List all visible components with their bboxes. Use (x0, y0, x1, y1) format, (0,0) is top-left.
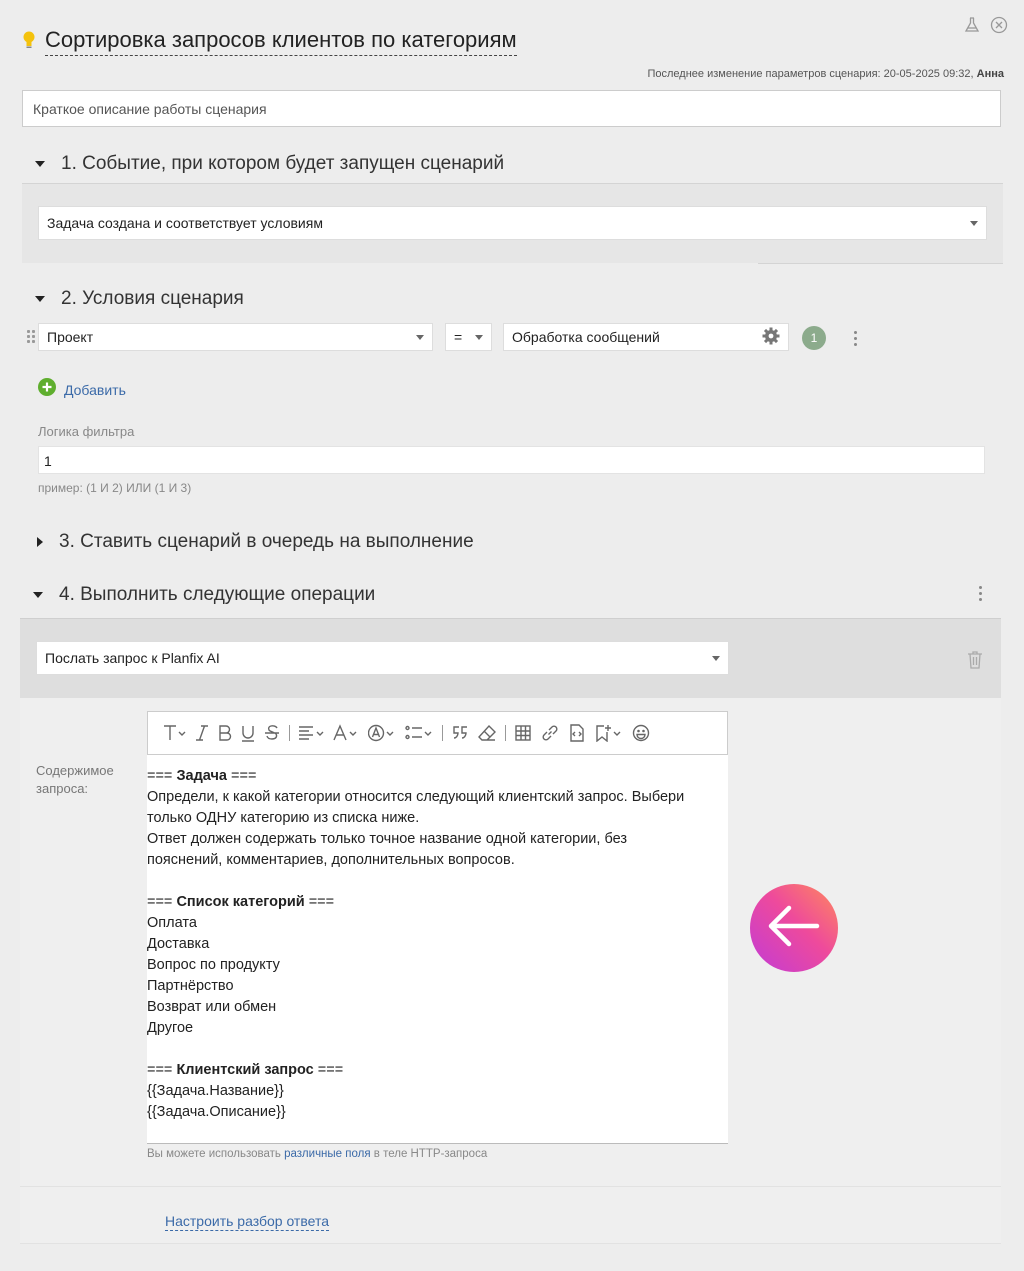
bookmark-add-icon[interactable] (595, 722, 623, 744)
editor-line (147, 976, 728, 997)
editor-line (147, 997, 728, 1018)
editor-line (147, 1060, 728, 1081)
plus-circle-icon (38, 378, 56, 401)
editor-line-text: Ответ должен содержать только точное название одной категории, без (147, 831, 627, 847)
link-icon[interactable] (541, 722, 559, 744)
arrow-left-icon (767, 904, 821, 953)
condition-value-text: Обработка сообщений (512, 329, 660, 345)
editor-line-text: === (147, 768, 177, 784)
section-title: 2. Условия сценария (61, 288, 244, 309)
font-size-icon[interactable] (162, 722, 186, 744)
editor-line-text: === (147, 1062, 177, 1078)
toolbar-separator (442, 725, 443, 741)
filter-logic-hint: пример: (1 И 2) ИЛИ (1 И 3) (38, 481, 192, 495)
divider (758, 263, 1003, 264)
editor-line-text-end: === (313, 1062, 344, 1078)
editor-line (147, 1039, 728, 1060)
editor-line (147, 1102, 728, 1123)
caret-down-icon (35, 296, 45, 302)
editor-line-text-end: === (304, 894, 335, 910)
flask-icon[interactable] (964, 17, 980, 38)
editor-line (147, 829, 728, 850)
condition-field-select[interactable] (38, 323, 433, 351)
editor-toolbar (147, 711, 728, 755)
section-title: 3. Ставить сценарий в очередь на выполнение (59, 531, 474, 552)
drag-handle-icon[interactable] (27, 330, 35, 343)
configure-response-parsing-link[interactable]: Настроить разбор ответа (165, 1213, 329, 1229)
lightbulb-icon (22, 30, 36, 55)
description-input[interactable]: Краткое описание работы сценария (22, 90, 1001, 127)
event-select[interactable] (38, 206, 987, 240)
condition-field-value: Проект (47, 329, 94, 345)
editor-line (147, 934, 728, 955)
editor-line-text: Партнёрство (147, 978, 234, 994)
chevron-down-icon (970, 221, 978, 226)
add-condition-button[interactable] (38, 378, 126, 401)
page-title[interactable]: Сортировка запросов клиентов по категориям (45, 27, 517, 56)
editor-line-text: Оплата (147, 915, 197, 931)
editor-line-text: пояснений, комментариев, дополнительных вопросов. (147, 852, 515, 868)
caret-right-icon (37, 537, 43, 547)
operation-select[interactable] (36, 641, 729, 675)
table-icon[interactable] (514, 722, 532, 744)
section-event-header[interactable] (35, 153, 504, 175)
editor-line-text-end: === (226, 768, 257, 784)
filter-logic-input[interactable]: 1 (38, 446, 985, 474)
content-label (36, 762, 114, 798)
editor-line (147, 766, 728, 787)
back-arrow-button[interactable] (750, 884, 838, 972)
event-select-value: Задача создана и соответствует условиям (47, 215, 323, 231)
editor-hint-text-end: в теле HTTP-запроса (373, 1148, 488, 1160)
content-label-line2: запроса: (36, 781, 89, 796)
editor-line (147, 1018, 728, 1039)
editor-line-text: только ОДНУ категорию из списка ниже. (147, 810, 420, 826)
editor-line-bold: Список категорий (176, 894, 305, 910)
bold-icon[interactable] (218, 722, 232, 744)
editor-line-text: Возврат или обмен (147, 999, 277, 1015)
request-content-editor[interactable] (147, 755, 728, 1144)
editor-line-text: {{Задача.Название}} (147, 1083, 284, 1099)
editor-hint (147, 1148, 487, 1160)
editor-line-text: Вопрос по продукту (147, 957, 280, 973)
section-operations-header[interactable] (33, 584, 375, 606)
editor-line (147, 850, 728, 871)
editor-line-text: Доставка (147, 936, 210, 952)
trash-icon[interactable] (966, 650, 984, 674)
caret-down-icon (35, 161, 45, 167)
text-color-icon[interactable] (333, 722, 359, 744)
editor-line (147, 955, 728, 976)
editor-line-bold: Клиентский запрос (176, 1062, 314, 1078)
gear-icon[interactable] (762, 327, 780, 348)
quote-icon[interactable] (451, 722, 469, 744)
close-icon[interactable] (990, 16, 1008, 39)
editor-line (147, 1081, 728, 1102)
list-icon[interactable] (405, 722, 433, 744)
section-queue-header[interactable] (35, 531, 474, 553)
section-title: 1. Событие, при котором будет запущен сценарий (61, 153, 505, 174)
editor-line-text: Определи, к какой категории относится следующий клиентский запрос. Выбери (147, 789, 685, 805)
condition-operator-value: = (454, 329, 463, 345)
editor-line-text: Другое (147, 1020, 194, 1036)
strikethrough-icon[interactable] (264, 722, 280, 744)
condition-operator-select[interactable] (445, 323, 492, 351)
fields-link[interactable]: различные поля (284, 1148, 371, 1160)
code-file-icon[interactable] (568, 722, 586, 744)
content-label-line1: Содержимое (36, 763, 114, 778)
eraser-icon[interactable] (478, 722, 496, 744)
editor-hint-text: Вы можете использовать (147, 1148, 281, 1160)
editor-line-bold: Задача (176, 768, 227, 784)
chevron-down-icon (712, 656, 720, 661)
highlight-icon[interactable] (368, 722, 396, 744)
underline-icon[interactable] (241, 722, 255, 744)
toolbar-separator (505, 725, 506, 741)
more-vertical-icon[interactable] (979, 586, 982, 601)
caret-down-icon (33, 592, 43, 598)
editor-line (147, 787, 728, 808)
filter-logic-label: Логика фильтра (38, 424, 135, 439)
italic-icon[interactable] (195, 722, 209, 744)
editor-line (147, 892, 728, 913)
divider (20, 1243, 1001, 1244)
more-vertical-icon[interactable] (854, 331, 857, 346)
operation-select-value: Послать запрос к Planfix AI (45, 650, 220, 666)
editor-line-text: {{Задача.Описание}} (147, 1104, 286, 1120)
last-modified-user: Анна (976, 68, 1004, 80)
editor-line (147, 871, 728, 892)
section-title: 4. Выполнить следующие операции (59, 584, 376, 605)
chevron-down-icon (416, 335, 424, 340)
align-icon[interactable] (298, 722, 324, 744)
editor-line (147, 913, 728, 934)
last-modified: Последнее изменение параметров сценария: 20-05-2025 09:32, Анна (647, 68, 1004, 80)
section-conditions-header[interactable] (35, 288, 244, 310)
condition-number-badge: 1 (802, 326, 826, 350)
editor-line (147, 808, 728, 829)
add-condition-label: Добавить (64, 381, 126, 398)
editor-line-text: === (147, 894, 177, 910)
condition-value-field[interactable] (503, 323, 789, 351)
emoji-icon[interactable] (632, 722, 650, 744)
chevron-down-icon (475, 335, 483, 340)
toolbar-separator (289, 725, 290, 741)
